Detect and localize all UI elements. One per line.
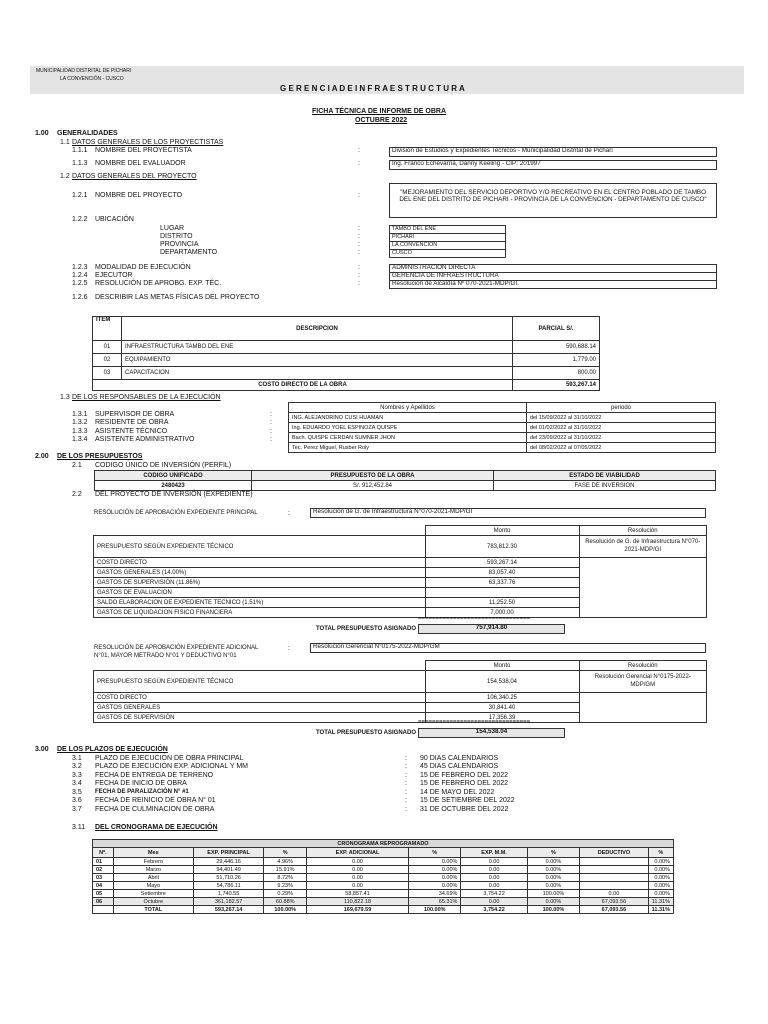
table-cell: INFRAESTRUCTURA TAMBO DEL ENE <box>122 341 513 354</box>
ubic-label: DEPARTAMENTO <box>160 249 218 256</box>
table-cell: 58,857.41 <box>307 890 409 898</box>
total-row <box>93 906 674 914</box>
table-cell: 51,710.26 <box>193 874 264 882</box>
table-cell: 67,093.56 <box>580 898 648 906</box>
table-cell: 60.88% <box>264 898 307 906</box>
total-cell: 3,754.22 <box>461 906 527 914</box>
table-cell: 800.00 <box>513 367 600 380</box>
budget-table-principal <box>93 525 707 618</box>
table-cell: 01 <box>93 341 122 354</box>
colon: : <box>270 436 272 443</box>
item-num: 1.2.1 <box>72 192 88 199</box>
table-cell: 94,401.49 <box>193 866 264 874</box>
cui-status: FASE DE INVERSION <box>494 481 716 491</box>
colon: : <box>358 160 360 167</box>
colon: : <box>270 411 272 418</box>
separator-dashes: ================================ <box>418 719 531 725</box>
budget-label: GASTOS DE LIQUIDACION FISICO FINANCIERA <box>94 608 426 618</box>
budget-resolution <box>579 671 707 693</box>
subsection-num: 1.3 <box>60 394 70 401</box>
item-num: 1.2.5 <box>72 280 88 287</box>
col-header: % <box>264 848 307 858</box>
resolution-line: 2021-MDP/GI <box>624 546 662 553</box>
item-label: FECHA DE REINICIO DE OBRA N° 01 <box>95 797 216 804</box>
item-value: 14 DE MAYO DEL 2022 <box>420 789 495 796</box>
budget-value: 783,812.30 <box>425 536 579 558</box>
colon: : <box>358 192 360 199</box>
colon: : <box>358 241 360 248</box>
budget-label: GASTOS GENERALES <box>94 703 426 713</box>
total-cell: 593,267.14 <box>193 906 264 914</box>
budget-label: SALDO ELABORACION DE EXPEDIENTE TECNICO (1.51%) <box>94 598 426 608</box>
resp-period: del 08/02/2022 al 07/05/2022 <box>527 443 716 453</box>
table-cell: 361,182.57 <box>193 898 264 906</box>
total-value: 154,538.04 <box>418 728 565 738</box>
item-label: ASISTENTE ADMINISTRATIVO <box>95 436 195 443</box>
total-label: COSTO DIRECTO DE LA OBRA <box>93 380 513 391</box>
colon: : <box>405 806 407 813</box>
colon: : <box>405 789 407 796</box>
separator-dashes: ================================ <box>418 616 531 622</box>
table-cell <box>580 858 648 866</box>
table-cell: 0.00% <box>648 874 673 882</box>
item-label: FECHA DE PARALIZACIÓN N° #1 <box>95 789 189 795</box>
table-cell <box>580 866 648 874</box>
ubic-value: PICHARI <box>389 233 506 242</box>
resp-name: Tec. Perez Miguel, Rusber Roly <box>289 443 527 453</box>
table-cell: 03 <box>93 874 114 882</box>
item-label: NOMBRE DEL PROYECTISTA <box>95 147 192 154</box>
cui-budget: S/. 912,452.84 <box>252 481 494 491</box>
col-header: EXP. ADICIONAL <box>307 848 409 858</box>
subsection-title: DEL CRONOGRAMA DE EJECUCIÓN <box>95 824 218 831</box>
resp-period: del 23/09/2022 al 31/10/2022 <box>527 433 716 443</box>
table-row <box>93 882 674 890</box>
col-header: Resolución <box>579 661 707 671</box>
table-cell: 0.00% <box>527 874 579 882</box>
table-row <box>93 858 674 866</box>
table-cell: CAPACITACION <box>122 367 513 380</box>
colon: : <box>358 147 360 154</box>
col-header: DEDUCTIVO <box>580 848 648 858</box>
total-cell: 67,093.56 <box>580 906 648 914</box>
col-header: % <box>648 848 673 858</box>
colon: : <box>288 645 290 652</box>
table-row <box>93 866 674 874</box>
section-title: DE LOS PRESUPUESTOS <box>57 453 143 460</box>
table-cell: Mayo <box>113 882 193 890</box>
table-cell <box>580 882 648 890</box>
resp-period: del 15/09/2022 al 31/10/2022 <box>527 413 716 423</box>
item-num: 3.2 <box>72 763 82 770</box>
resolution-line: MDP/GM <box>630 681 656 688</box>
cui-table <box>94 470 716 491</box>
item-label: ASISTENTE TÉCNICO <box>95 428 168 435</box>
total-cell <box>93 906 114 914</box>
modalidad-field: ADMINISTRACION DIRECTA <box>389 264 717 273</box>
resolution-label: N°01, MAYOR METRADO N°01 Y DEDUCTIVO N°01 <box>94 653 237 659</box>
colon: : <box>358 272 360 279</box>
subsection-num: 2.1 <box>72 462 82 469</box>
resp-name: Bach. QUISPE CERDAN SUMNER JHON <box>289 433 527 443</box>
budget-value <box>425 588 579 598</box>
budget-value: 11,252.50 <box>425 598 579 608</box>
ubic-value: LA CONVENCION <box>389 241 506 250</box>
resp-period: del 01/02/2022 al 31/10/2022 <box>527 423 716 433</box>
table-cell: Marzo <box>113 866 193 874</box>
section-num: 2.00 <box>35 453 49 460</box>
col-header: Resolución <box>579 526 707 536</box>
table-cell: Setiembre <box>113 890 193 898</box>
table-cell: 0.00 <box>307 866 409 874</box>
ubic-label: DISTRITO <box>160 233 193 240</box>
item-value: 15 DE FEBRERO DEL 2022 <box>420 780 509 787</box>
total-value: 757,914.80 <box>418 624 565 634</box>
table-cell: 100.00% <box>527 890 579 898</box>
table-cell: 0.00% <box>648 882 673 890</box>
table-cell: 0.00 <box>580 890 648 898</box>
table-cell <box>580 874 648 882</box>
table-cell: 1,779.00 <box>513 354 600 367</box>
table-cell: 0.00% <box>408 858 460 866</box>
colon: : <box>270 428 272 435</box>
item-num: 1.3.1 <box>72 411 88 418</box>
item-num: 3.4 <box>72 780 82 787</box>
table-cell: 0.00% <box>648 858 673 866</box>
item-label: DESCRIBIR LAS METAS FÍSICAS DEL PROYECTO <box>95 294 260 301</box>
total-cell: TOTAL <box>113 906 193 914</box>
table-cell: 0.00% <box>527 898 579 906</box>
budget-label: PRESUPUESTO SEGÚN EXPEDIENTE TÉCNICO <box>94 536 426 558</box>
item-label: RESIDENTE DE OBRA <box>95 419 169 426</box>
item-label: FECHA DE ENTREGA DE TERRENO <box>95 772 214 779</box>
table-cell: 06 <box>93 898 114 906</box>
item-num: 3.1 <box>72 755 82 762</box>
section-num: 3.00 <box>35 746 49 753</box>
table-cell: 0.00 <box>461 882 527 890</box>
total-value: 593,267.14 <box>513 380 600 391</box>
section-title: GENERALIDADES <box>57 130 118 137</box>
colon: : <box>405 780 407 787</box>
org-name: MUNICIPALIDAD DISTRITAL DE PICHARI <box>36 68 132 74</box>
total-cell: 100.00% <box>264 906 307 914</box>
colon: : <box>405 755 407 762</box>
resolution-line: Resolución de G. de Infraestructura N°070- <box>585 539 701 546</box>
colon: : <box>358 249 360 256</box>
table-cell: 0.00 <box>461 898 527 906</box>
project-name-field <box>389 183 717 218</box>
total-cell: 11.31% <box>648 906 673 914</box>
item-num: 1.3.3 <box>72 428 88 435</box>
table-cell: 0.00% <box>527 882 579 890</box>
doc-title: FICHA TÉCNICA DE INFORME DE OBRA <box>312 108 447 115</box>
table-cell: 0.00% <box>527 866 579 874</box>
total-cell: 169,679.59 <box>307 906 409 914</box>
table-cell: 01 <box>93 858 114 866</box>
budget-value: 30,841.40 <box>425 703 579 713</box>
org-location: LA CONVENCIÓN - CUSCO <box>60 76 124 82</box>
budget-value: 83,057.40 <box>425 568 579 578</box>
responsables-table <box>288 402 716 453</box>
item-label: UBICACIÓN <box>95 216 134 223</box>
item-label: NOMBRE DEL EVALUADOR <box>95 160 186 167</box>
total-label: TOTAL PRESUPUESTO ASIGNADO <box>316 730 417 736</box>
project-name-line: DEL ENE DEL DISTRITO DE PICHARI - PROVINCIA DE LA CONVENCION - DEPARTAMENTO DE CUSCO" <box>399 195 707 203</box>
table-cell: 0.00 <box>307 874 409 882</box>
table-cell: 0.00% <box>408 866 460 874</box>
table-cell: 0.00% <box>648 890 673 898</box>
table-cell: 0.00% <box>648 866 673 874</box>
subsection-title: DATOS GENERALES DEL PROYECTO <box>72 173 197 180</box>
table-cell: 0.00 <box>461 858 527 866</box>
table-cell: 05 <box>93 890 114 898</box>
table-cell: 0.00 <box>307 882 409 890</box>
table-cell: 110,822.18 <box>307 898 409 906</box>
item-label: RESOLUCIÓN DE APROBG. EXP. TÉC. <box>95 280 222 287</box>
col-header: % <box>527 848 579 858</box>
col-header: Nº. <box>93 848 114 858</box>
colon: : <box>358 280 360 287</box>
resp-name: ING. ALEJANDRINO CUSI HUAMAN <box>289 413 527 423</box>
colon: : <box>288 510 290 517</box>
subsection-num: 3.11 <box>72 824 86 831</box>
item-label: FECHA DE INICIO DE OBRA <box>95 780 187 787</box>
table-cell: 4.96% <box>264 858 307 866</box>
table-row <box>93 898 674 906</box>
ubic-label: PROVINCIA <box>160 241 199 248</box>
col-header: periodo <box>527 403 716 413</box>
ejecutor-field: GERENCIA DE INFRAESTRUCTURA <box>389 272 717 281</box>
table-cell: 0.00 <box>461 866 527 874</box>
item-num: 1.3.4 <box>72 436 88 443</box>
item-label: PLAZO DE EJECUCIÓN DE OBRA PRINCIPAL <box>95 755 244 762</box>
colon: : <box>358 225 360 232</box>
col-header: CODIGO UNIFICADO <box>95 471 252 481</box>
table-cell: 1,740.55 <box>193 890 264 898</box>
resp-name: Ing. EDUARDO YOEL ESPINOZA QUISPE <box>289 423 527 433</box>
item-num: 1.1.3 <box>72 160 88 167</box>
col-header: ESTADO DE VIABILIDAD <box>494 471 716 481</box>
resolution-field: Resolución Gerencial N°0175-2022-MDP/GM <box>310 643 706 653</box>
col-header: ITEM <box>93 317 122 341</box>
project-name-line: "MEJORAMIENTO DEL SERVICIO DEPORTIVO Y/O RECREATIVO EN EL CENTRO POBLADO DE TAMBO <box>399 189 707 196</box>
budget-label: GASTOS DE SUPERVISIÓN <box>94 713 426 723</box>
col-header: DESCRIPCION <box>122 317 513 341</box>
table-cell: Abril <box>113 874 193 882</box>
evaluator-field: Ing. Franco Echevarria, Danny Keeling - CIP: 201997 <box>389 160 717 170</box>
total-cell: 100.00% <box>527 906 579 914</box>
table-cell: 34.69% <box>408 890 460 898</box>
table-cell: 04 <box>93 882 114 890</box>
cui-code: 2480423 <box>95 481 252 491</box>
col-header: EXP. PRINCIPAL <box>193 848 264 858</box>
colon: : <box>358 264 360 271</box>
budget-value: 593,267.14 <box>425 558 579 568</box>
item-num: 1.2.3 <box>72 264 88 271</box>
col-header: Mes <box>113 848 193 858</box>
cronograma-table <box>92 839 674 914</box>
item-num: 1.3.2 <box>72 419 88 426</box>
col-header: % <box>408 848 460 858</box>
resolution-field: Resolución de G. de Infraestructura N°070-2021-MDP/GI <box>310 508 706 518</box>
item-label: PLAZO DE EJECUCIÓN EXP. ADICIONAL Y MM <box>95 763 249 770</box>
table-cell: 0.00 <box>307 858 409 866</box>
item-label: EJECUTOR <box>95 272 133 279</box>
subsection-num: 1.2 <box>60 173 70 180</box>
table-cell: 54,786.11 <box>193 882 264 890</box>
total-label: TOTAL PRESUPUESTO ASIGNADO <box>316 626 417 632</box>
item-value: 45 DIAS CALENDARIOS <box>420 763 499 770</box>
table-cell: Octubre <box>113 898 193 906</box>
ubic-value: CUSCO <box>389 249 506 258</box>
subsection-title: DATOS GENERALES DE LOS PROYECTISTAS <box>72 139 224 146</box>
metas-table <box>92 316 600 391</box>
col-header: Nombres y Apellidos <box>289 403 527 413</box>
cronograma-body <box>93 858 674 914</box>
department-banner: G E R E N C I A D E I N F R A E S T R U C T U R A <box>280 84 465 93</box>
table-row <box>93 874 674 882</box>
budget-table-adicional <box>93 660 707 723</box>
budget-label: COSTO DIRECTO <box>94 558 426 568</box>
item-num: 1.2.4 <box>72 272 88 279</box>
table-cell: 9.23% <box>264 882 307 890</box>
projectist-field: División de Estudios y Expedientes Tecnicos - Municipalidad Distrital de Pichari <box>389 147 717 157</box>
item-num: 3.6 <box>72 797 82 804</box>
budget-label: GASTOS GENERALES (14.00%) <box>94 568 426 578</box>
colon: : <box>405 772 407 779</box>
ubic-label: LUGAR <box>160 225 185 232</box>
budget-label: COSTO DIRECTO <box>94 693 426 703</box>
resolution-label: RESOLUCIÓN DE APROBACIÓN EXPEDIENTE ADICIONAL <box>94 645 259 651</box>
item-value: 15 DE SETIEMBRE DEL 2022 <box>420 797 515 804</box>
colon: : <box>405 763 407 770</box>
table-cell: 0.00% <box>527 858 579 866</box>
item-label: SUPERVISOR DE OBRA <box>95 411 175 418</box>
subsection-title: CODIGO ÚNICO DE INVERSIÓN (PERFIL) <box>95 462 232 469</box>
col-header: EXP. M.M. <box>461 848 527 858</box>
resolution-line: Resolución Gerencial N°0175-2022- <box>594 674 691 681</box>
table-cell: 65.31% <box>408 898 460 906</box>
table-cell: 29,446.16 <box>193 858 264 866</box>
budget-value: 17,356.39 <box>425 713 579 723</box>
section-num: 1.00 <box>35 130 49 137</box>
item-value: 31 DE OCTUBRE DEL 2022 <box>420 806 509 813</box>
subsection-num: 1.1 <box>60 139 70 146</box>
colon: : <box>358 233 360 240</box>
budget-value: 7,000.00 <box>425 608 579 618</box>
item-num: 3.3 <box>72 772 82 779</box>
col-header: Monto <box>425 526 579 536</box>
table-cell: Febrero <box>113 858 193 866</box>
table-row <box>93 890 674 898</box>
budget-label: GASTOS DE EVALUACION <box>94 588 426 598</box>
doc-subtitle: OCTUBRE 2022 <box>355 117 408 124</box>
table-title: CRONOGRAMA REPROGRAMADO <box>93 840 674 848</box>
col-header: PRESUPUESTO DE LA OBRA <box>252 471 494 481</box>
budget-label: PRESUPUESTO SEGÚN EXPEDIENTE TÉCNICO <box>94 671 426 693</box>
table-cell: 0.29% <box>264 890 307 898</box>
resolution-label: RESOLUCIÓN DE APROBACIÓN EXPEDIENTE PRINCIPAL <box>94 510 258 516</box>
table-cell: 03 <box>93 367 122 380</box>
table-cell: 11.31% <box>648 898 673 906</box>
ubic-value: TAMBO DEL ENE <box>389 225 506 234</box>
table-cell: 0.00% <box>408 874 460 882</box>
table-cell: 0.00% <box>408 882 460 890</box>
budget-value: 63,337.76 <box>425 578 579 588</box>
col-header: PARCIAL S/. <box>513 317 600 341</box>
item-label: MODALIDAD DE EJECUCIÓN <box>95 264 191 271</box>
resolucion-field: Resolución de Alcaldía Nº 070-2021-MDP/GI. <box>389 280 717 289</box>
table-cell: 8.72% <box>264 874 307 882</box>
table-cell: 0.00 <box>461 874 527 882</box>
table-cell: 02 <box>93 354 122 367</box>
budget-resolution <box>579 536 707 558</box>
table-cell: 02 <box>93 866 114 874</box>
budget-value: 154,538.04 <box>425 671 579 693</box>
item-num: 1.2.2 <box>72 216 88 223</box>
col-header: Monto <box>425 661 579 671</box>
item-label: FECHA DE CULMINACION DE OBRA <box>95 806 215 813</box>
item-value: 90 DIAS CALENDARIOS <box>420 755 499 762</box>
item-num: 1.2.6 <box>72 294 88 301</box>
table-cell: 15.91% <box>264 866 307 874</box>
item-num: 3.7 <box>72 806 82 813</box>
subsection-title: DEL PROYECTO DE INVERSIÓN (EXPEDIENTE) <box>95 491 253 498</box>
colon: : <box>405 797 407 804</box>
table-cell: EQUIPAMIENTO <box>122 354 513 367</box>
item-num: 3.5 <box>72 789 82 796</box>
item-label: NOMBRE DEL PROYECTO <box>95 192 183 199</box>
budget-label: GASTOS DE SUPERVISIÓN (11.86%) <box>94 578 426 588</box>
colon: : <box>270 419 272 426</box>
table-cell: 3,754.22 <box>461 890 527 898</box>
item-num: 1.1.1 <box>72 147 88 154</box>
subsection-title: DE LOS RESPONSABLES DE LA EJECUCIÓN <box>72 394 221 401</box>
item-value: 15 DE FEBRERO DEL 2022 <box>420 772 509 779</box>
subsection-num: 2.2 <box>72 491 82 498</box>
budget-value: 106,340.25 <box>425 693 579 703</box>
section-title: DE LOS PLAZOS DE EJECUCIÓN <box>57 746 168 753</box>
table-cell: 590,688.14 <box>513 341 600 354</box>
total-cell: 100.00% <box>408 906 460 914</box>
